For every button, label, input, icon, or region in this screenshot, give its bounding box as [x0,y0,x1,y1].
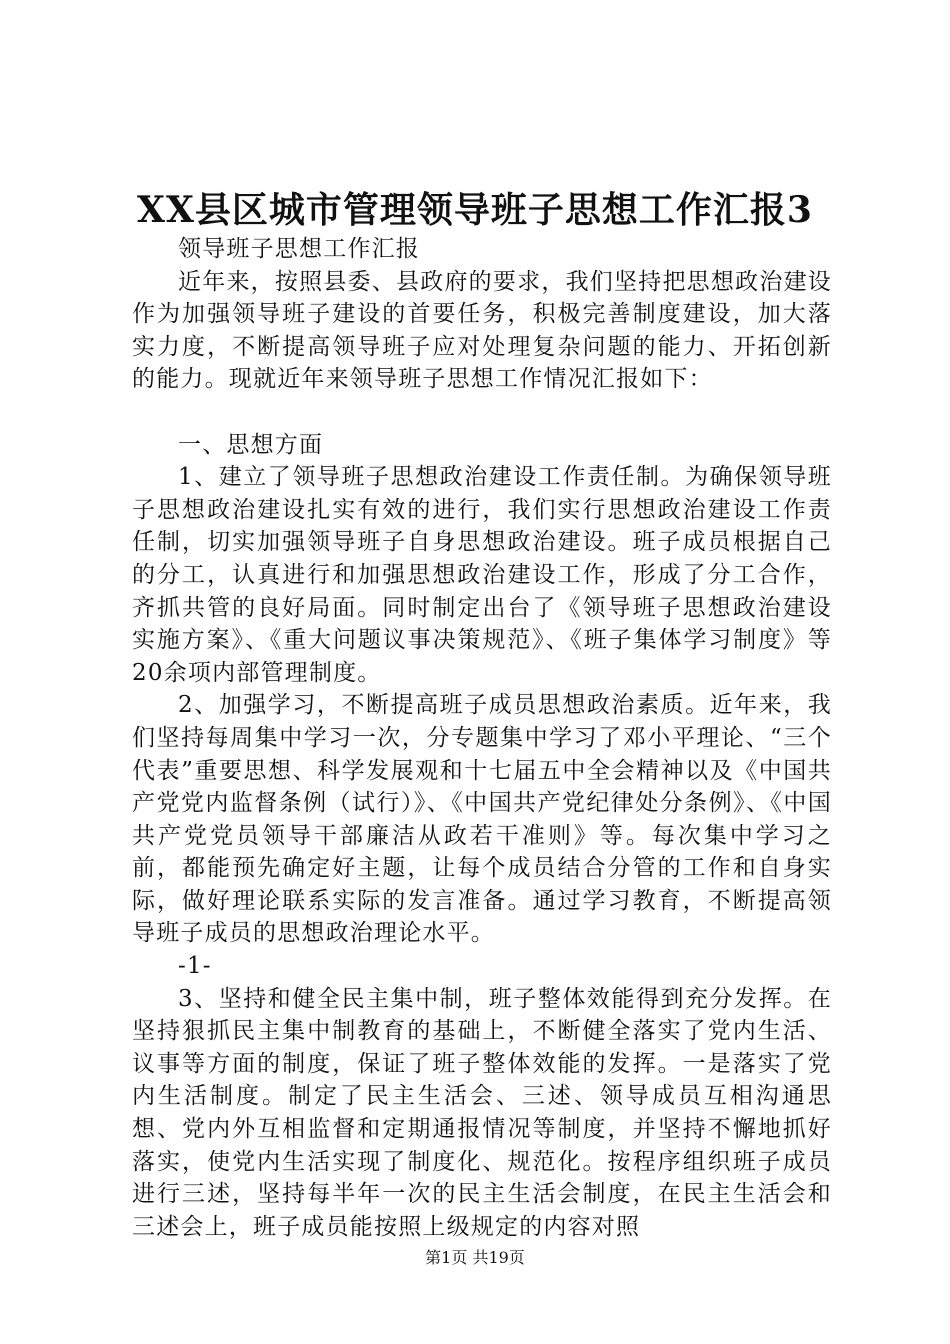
paragraph-spacer [132,396,832,429]
paragraph-item-2: 2、加强学习，不断提高班子成员思想政治素质。近年来，我们坚持每周集中学习一次，分专题集中学习了邓小平理论、“三个代表”重要思想、科学发展观和十七届五中全会精神以及《中国共产党党内监督条例（试行）》、《中国共产党纪律处分条例》、《中国共产党党员领导干部廉洁从政若干准则》等。每次集中学习之前，都能预先确定好主题，让每个成员结合分管的工作和自身实际，做好理论联系实际的发言准备。通过学习教育，不断提高领导班子成员的思想政治理论水平。 [132,692,832,947]
inline-page-marker: -1- [178,953,212,980]
paragraph-item-3: 3、坚持和健全民主集中制，班子整体效能得到充分发挥。在坚持狠抓民主集中制教育的基础上，不断健全落实了党内生活、议事等方面的制度，保证了班子整体效能的发挥。一是落实了党内生活制度。制定了民主生活会、三述、领导成员互相沟通思想、党内外互相监督和定期通报情况等制度，并坚持不懈地抓好落实，使党内生活实现了制度化、规范化。按程序组织班子成员进行三述，坚持每半年一次的民主生活会制度，在民主生活会和三述会上，班子成员能按照上级规定的内容对照 [132,985,832,1240]
document-title: XX县区城市管理领导班子思想工作汇报3 [137,189,813,231]
paragraph-intro: 近年来，按照县委、县政府的要求，我们坚持把思想政治建设作为加强领导班子建设的首要任务，积极完善制度建设，加大落实力度，不断提高领导班子应对处理复杂问题的能力、开拓创新的能力。现就近年来领导班子思想工作情况汇报如下： [132,268,832,393]
document-body [132,233,832,1243]
section-heading: 一、思想方面 [178,431,324,458]
subtitle: 领导班子思想工作汇报 [178,236,420,262]
paragraph-item-1: 1、建立了领导班子思想政治建设工作责任制。为确保领导班子思想政治建设扎实有效的进行，我们实行思想政治建设工作责任制，切实加强领导班子自身思想政治建设。班子成员根据自己的分工，认真进行和加强思想政治建设工作，形成了分工合作，齐抓共管的良好局面。同时制定出台了《领导班子思想政治建设实施方案》、《重大问题议事决策规范》、《班子集体学习制度》等20余项内部管理制度。 [132,464,832,686]
page-footer: 第1页 共19页 [425,1248,525,1267]
